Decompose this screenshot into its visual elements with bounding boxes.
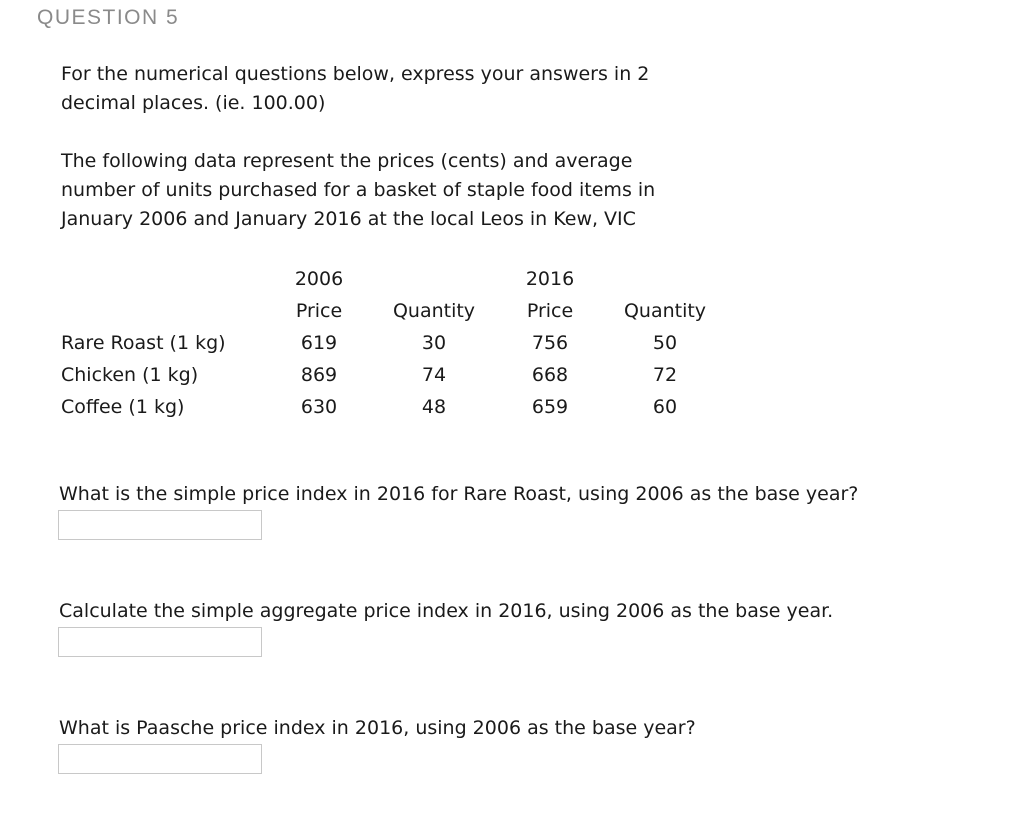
table-cell: 60 [652,396,678,418]
table-cell: 668 [531,364,569,386]
instructions-line: decimal places. (ie. 100.00) [61,92,326,114]
question-paasche-index: What is Paasche price index in 2016, using 2006 as the base year? [59,717,696,739]
table-cell: 30 [421,332,447,354]
table-cell: 74 [421,364,447,386]
row-item-label: Rare Roast (1 kg) [61,332,226,354]
table-cell: 50 [652,332,678,354]
row-item-label: Chicken (1 kg) [61,364,199,386]
answer-input-simple-price-index[interactable] [58,510,262,540]
table-cell: 869 [300,364,338,386]
year-header-2006: 2006 [294,268,344,290]
table-cell: 619 [300,332,338,354]
answer-input-paasche-index[interactable] [58,744,262,774]
question-header: QUESTION 5 [37,6,180,29]
data-description-paragraph [61,147,655,234]
instructions-paragraph [61,60,649,118]
table-cell: 756 [531,332,569,354]
column-header-price-2006: Price [295,300,343,322]
table-cell: 72 [652,364,678,386]
column-header-quantity-2016: Quantity [623,300,707,322]
question-simple-aggregate-index: Calculate the simple aggregate price index in 2016, using 2006 as the base year. [59,600,834,622]
column-header-quantity-2006: Quantity [392,300,476,322]
table-cell: 659 [531,396,569,418]
description-line: The following data represent the prices (cents) and average [61,150,633,172]
answer-input-simple-aggregate-index[interactable] [58,627,262,657]
table-cell: 630 [300,396,338,418]
question-simple-price-index: What is the simple price index in 2016 for Rare Roast, using 2006 as the base year? [59,483,859,505]
instructions-line: For the numerical questions below, express your answers in 2 [61,63,650,85]
row-item-label: Coffee (1 kg) [61,396,185,418]
description-line: number of units purchased for a basket of staple food items in [61,179,656,201]
year-header-2016: 2016 [525,268,575,290]
column-header-price-2016: Price [526,300,574,322]
description-line: January 2006 and January 2016 at the local Leos in Kew, VIC [61,208,636,230]
table-cell: 48 [421,396,447,418]
